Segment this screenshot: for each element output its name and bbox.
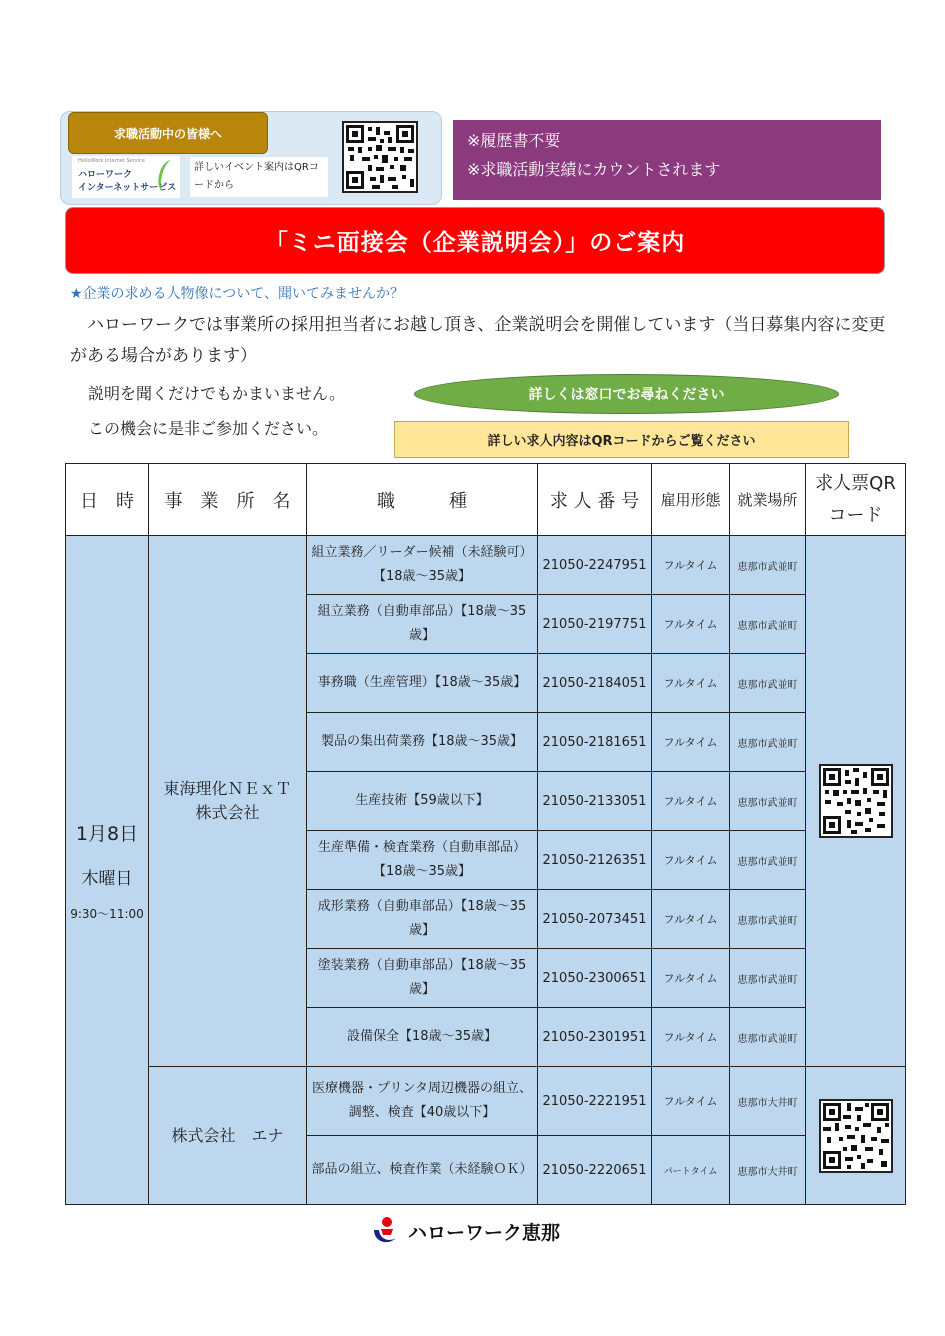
company-name: 株式会社 エナ bbox=[171, 1125, 284, 1145]
work-location: 恵那市武並町 bbox=[730, 772, 806, 831]
employment-type: フルタイム bbox=[652, 654, 730, 713]
employment-type: フルタイム bbox=[652, 949, 730, 1008]
employment-type: フルタイム bbox=[652, 890, 730, 949]
date-cell bbox=[66, 536, 149, 1205]
job-title: 組立業務（自動車部品）【18歳〜35歳】 bbox=[307, 595, 538, 654]
company-cell bbox=[149, 536, 307, 1067]
job-title: 塗装業務（自動車部品）【18歳〜35歳】 bbox=[307, 949, 538, 1008]
table-header-row bbox=[66, 464, 906, 536]
job-title: 生産技術【59歳以下】 bbox=[307, 772, 538, 831]
employment-type: フルタイム bbox=[652, 831, 730, 890]
job-title: 組立業務／リーダー候補（未経験可）【18歳〜35歳】 bbox=[307, 536, 538, 595]
event-qr-code[interactable] bbox=[342, 121, 418, 193]
qr-code-icon bbox=[344, 123, 416, 191]
qr-code-icon bbox=[821, 766, 891, 836]
employment-type: フルタイム bbox=[652, 536, 730, 595]
employment-type: フルタイム bbox=[652, 1067, 730, 1136]
event-day: 木曜日 bbox=[81, 868, 133, 889]
job-number: 21050-2073451 bbox=[538, 890, 652, 949]
event-time: 9:30〜11:00 bbox=[70, 906, 144, 921]
job-number: 21050-2133051 bbox=[538, 772, 652, 831]
work-location: 恵那市大井町 bbox=[730, 1136, 806, 1205]
job-seekers-tag: 求職活動中の皆様へ bbox=[68, 112, 268, 154]
header-location: 就業場所 bbox=[730, 464, 806, 536]
job-number: 21050-2126351 bbox=[538, 831, 652, 890]
job-number: 21050-2220651 bbox=[538, 1136, 652, 1205]
hellowork-internet-service-logo[interactable] bbox=[72, 156, 180, 198]
header-company: 事 業 所 名 bbox=[149, 464, 307, 536]
header-job: 職 種 bbox=[307, 464, 538, 536]
work-location: 恵那市武並町 bbox=[730, 536, 806, 595]
job-title: 製品の集出荷業務【18歳〜35歳】 bbox=[307, 713, 538, 772]
job-number: 21050-2184051 bbox=[538, 654, 652, 713]
intro-line3: 説明を聞くだけでもかまいません。 bbox=[88, 384, 345, 403]
company-qr-code[interactable] bbox=[819, 764, 893, 838]
job-number: 21050-2221951 bbox=[538, 1067, 652, 1136]
employment-type: フルタイム bbox=[652, 1008, 730, 1067]
work-location: 恵那市武並町 bbox=[730, 654, 806, 713]
job-number: 21050-2197751 bbox=[538, 595, 652, 654]
footer-org-name: ハローワーク恵那 bbox=[408, 1221, 561, 1244]
job-title: 医療機器・プリンタ周辺機器の組立、調整、検査【40歳以下】 bbox=[307, 1067, 538, 1136]
header-employment: 雇用形態 bbox=[652, 464, 730, 536]
job-title: 部品の組立、検査作業（未経験ＯＫ） bbox=[307, 1136, 538, 1205]
company-qr-cell[interactable] bbox=[806, 536, 906, 1067]
footer-logo bbox=[368, 1213, 560, 1249]
company-qr-code[interactable] bbox=[819, 1099, 893, 1173]
job-number: 21050-2300651 bbox=[538, 949, 652, 1008]
requirements-box bbox=[453, 120, 881, 200]
job-number: 21050-2247951 bbox=[538, 536, 652, 595]
employment-type: パートタイム bbox=[652, 1136, 730, 1205]
page-title: 「ミニ面接会（企業説明会）」のご案内 bbox=[65, 207, 885, 274]
work-location: 恵那市武並町 bbox=[730, 595, 806, 654]
resume-not-required: ※履歴書不要 bbox=[467, 131, 561, 150]
table-row bbox=[66, 536, 906, 595]
company-qr-cell[interactable] bbox=[806, 1067, 906, 1205]
header-qr: 求人票QR コード bbox=[806, 464, 906, 536]
event-date: 1月8日 bbox=[75, 822, 139, 845]
logo-line1: ハローワーク bbox=[78, 170, 133, 180]
employment-type: フルタイム bbox=[652, 713, 730, 772]
job-number: 21050-2301951 bbox=[538, 1008, 652, 1067]
intro-subline: ★企業の求める人物像について、聞いてみませんか？ bbox=[70, 286, 404, 302]
job-title: 成形業務（自動車部品）【18歳〜35歳】 bbox=[307, 890, 538, 949]
employment-type: フルタイム bbox=[652, 595, 730, 654]
ask-at-counter-notice: 詳しくは窓口でお尋ねください bbox=[414, 374, 839, 414]
work-location: 恵那市武並町 bbox=[730, 1008, 806, 1067]
table-row bbox=[66, 1067, 906, 1136]
qr-details-notice: 詳しい求人内容はQRコードからご覧ください bbox=[394, 421, 849, 458]
logo-tiny-text: HelloWork Internet Service bbox=[78, 158, 145, 164]
company-name: 東海理化ＮＥｘＴ bbox=[163, 779, 292, 798]
work-location: 恵那市武並町 bbox=[730, 949, 806, 1008]
work-location: 恵那市大井町 bbox=[730, 1067, 806, 1136]
job-number: 21050-2181651 bbox=[538, 713, 652, 772]
counts-as-job-search: ※求職活動実績にカウントされます bbox=[467, 160, 721, 179]
work-location: 恵那市武並町 bbox=[730, 831, 806, 890]
company-name-suffix: 株式会社 bbox=[195, 803, 260, 822]
intro-paragraph: ハローワークでは事業所の採用担当者にお越し頂き、企業説明会を開催しています（当日募集内容に変更がある場合があります） bbox=[70, 315, 886, 366]
job-title: 生産準備・検査業務（自動車部品）【18歳〜35歳】 bbox=[307, 831, 538, 890]
hellowork-logo-icon bbox=[368, 1214, 402, 1248]
header-datetime: 日 時 bbox=[66, 464, 149, 536]
company-cell bbox=[149, 1067, 307, 1205]
employment-type: フルタイム bbox=[652, 772, 730, 831]
job-table bbox=[65, 463, 906, 1205]
intro-line4: この機会に是非ご参加ください。 bbox=[88, 419, 329, 438]
work-location: 恵那市武並町 bbox=[730, 890, 806, 949]
header-number: 求 人 番 号 bbox=[538, 464, 652, 536]
job-title: 設備保全【18歳〜35歳】 bbox=[307, 1008, 538, 1067]
qr-note: 詳しいイベント案内はQRコードから bbox=[190, 157, 328, 197]
qr-code-icon bbox=[821, 1101, 891, 1171]
work-location: 恵那市武並町 bbox=[730, 713, 806, 772]
job-title: 事務職（生産管理）【18歳〜35歳】 bbox=[307, 654, 538, 713]
logo-line2: インターネットサービス bbox=[78, 183, 177, 193]
